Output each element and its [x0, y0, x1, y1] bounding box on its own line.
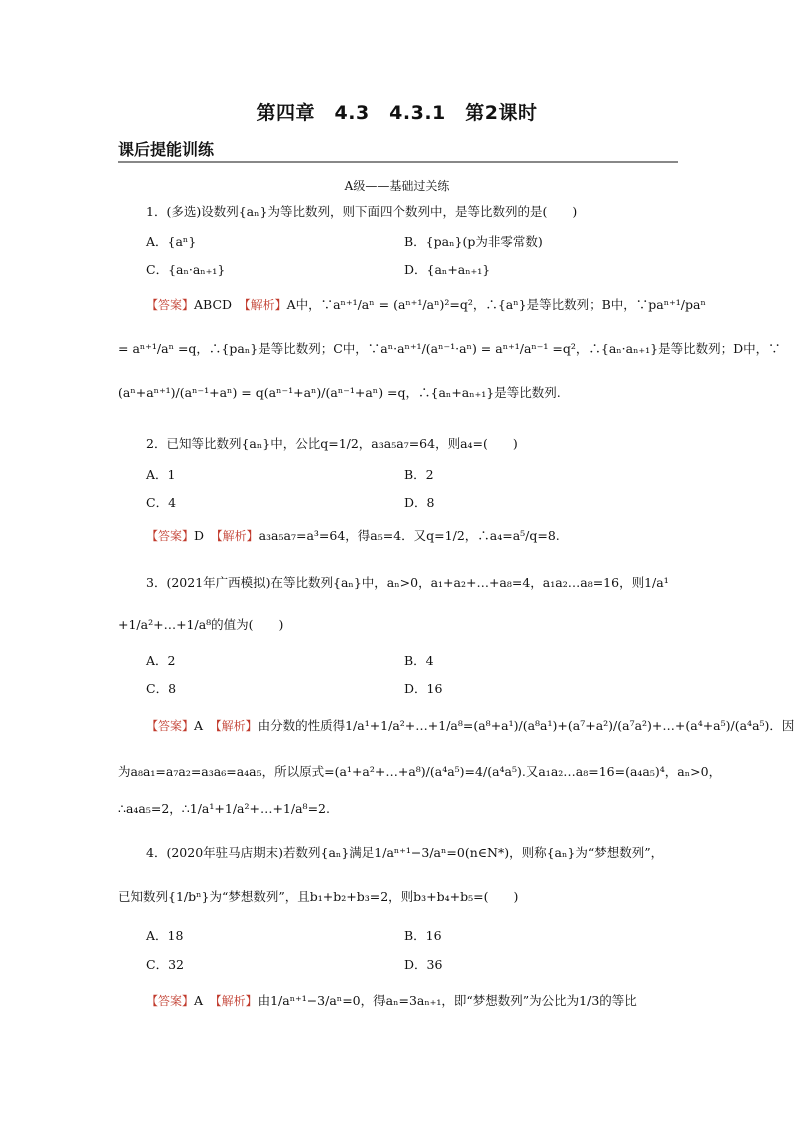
page-title: 第四章 4.3 4.3.1 第2课时	[256, 102, 538, 124]
q4-stem-2: 已知数列{1/bⁿ}为“梦想数列”，且b₁+b₂+b₃=2，则b₃+b₄+b₅=( )	[118, 889, 519, 904]
q2-stem: 2．已知等比数列{aₙ}中，公比q=1/2，a₃a₅a₇=64，则a₄=( )	[146, 436, 518, 451]
q3-option-a: A．2	[146, 653, 176, 668]
q4-option-b: B．16	[404, 928, 442, 943]
answer-tag: 【答案】	[146, 719, 195, 733]
q4-option-d: D．36	[404, 957, 443, 972]
answer-tag: 【答案】	[146, 529, 195, 543]
q1-option-c: C．{aₙ·aₙ₊₁}	[146, 262, 226, 277]
q4-stem-1: 4．(2020年驻马店期末)若数列{aₙ}满足1/aⁿ⁺¹−3/aⁿ=0(n∈N*)，则称{aₙ}为“梦想数列”，	[146, 845, 664, 860]
q1-option-a: A．{aⁿ}	[146, 234, 197, 249]
answer-tag: 【答案】	[146, 994, 195, 1008]
analysis-tag: 【解析】	[215, 719, 258, 733]
q3-analysis-1: 由分数的性质得1/a¹+1/a²+…+1/a⁸=(a⁸+a¹)/(a⁸a¹)+(a⁷+a²)/(a⁷a²)+…+(a⁴+a⁵)/(a⁴a⁵)．因	[257, 718, 794, 733]
q4-answer-line	[146, 992, 637, 1010]
analysis-tag: 【解析】	[244, 298, 287, 312]
q3-answer: A	[194, 718, 204, 733]
q3-analysis-3: ∴a₄a₅=2，∴1/a¹+1/a²+…+1/a⁸=2.	[118, 801, 330, 816]
q1-stem: 1．(多选)设数列{aₙ}为等比数列，则下面四个数列中，是等比数列的是( )	[146, 204, 578, 219]
answer-tag: 【答案】	[146, 298, 195, 312]
analysis-tag: 【解析】	[215, 994, 258, 1008]
q4-answer: A	[194, 993, 204, 1008]
q4-analysis: 由1/aⁿ⁺¹−3/aⁿ=0，得aₙ=3aₙ₊₁，即“梦想数列”为公比为1/3的等比	[257, 993, 637, 1008]
q2-answer-line	[146, 527, 560, 545]
q3-analysis-2: 为a₈a₁=a₇a₂=a₃a₆=a₄a₅，所以原式=(a¹+a²+…+a⁸)/(a⁴a⁵)=4/(a⁴a⁵).又a₁a₂…a₈=16=(a₄a₅)⁴，aₙ>0，	[118, 764, 722, 779]
q1-option-d: D．{aₙ+aₙ₊₁}	[404, 262, 491, 277]
q1-analysis-3: (aⁿ+aⁿ⁺¹)/(aⁿ⁻¹+aⁿ) = q(aⁿ⁻¹+aⁿ)/(aⁿ⁻¹+aⁿ) =q，∴{aₙ+aₙ₊₁}是等比数列.	[118, 385, 561, 400]
q4-option-c: C．32	[146, 957, 184, 972]
q4-option-a: A．18	[146, 928, 184, 943]
q1-analysis-1: A中，∵aⁿ⁺¹/aⁿ = (aⁿ⁺¹/aⁿ)²=q²，∴{aⁿ}是等比数列；B中，∵paⁿ⁺¹/paⁿ	[286, 297, 706, 312]
q3-stem-2: +1/a²+…+1/a⁸的值为( )	[118, 617, 284, 632]
q2-option-d: D．8	[404, 495, 435, 510]
level-heading: A级——基础过关练	[344, 179, 450, 193]
q3-answer-line	[146, 717, 794, 735]
q3-stem-1: 3．(2021年广西模拟)在等比数列{aₙ}中，aₙ>0，a₁+a₂+…+a₈=4，a₁a₂…a₈=16，则1/a¹	[146, 575, 669, 590]
q2-option-c: C．4	[146, 495, 177, 510]
q3-option-b: B．4	[404, 653, 434, 668]
analysis-tag: 【解析】	[216, 529, 259, 543]
section-heading: 课后提能训练	[118, 137, 678, 163]
q2-option-a: A．1	[146, 467, 176, 482]
q1-answer-line	[146, 296, 706, 314]
q3-option-c: C．8	[146, 681, 177, 696]
q2-option-b: B．2	[404, 467, 434, 482]
q1-answer: ABCD	[194, 297, 233, 312]
q2-analysis: a₃a₅a₇=a³=64，得a₅=4．又q=1/2，∴a₄=a⁵/q=8.	[258, 528, 560, 543]
q1-option-b: B．{paₙ}(p为非零常数)	[404, 234, 543, 249]
q2-answer: D	[194, 528, 205, 543]
q3-option-d: D．16	[404, 681, 443, 696]
q1-analysis-2: = aⁿ⁺¹/aⁿ =q，∴{paₙ}是等比数列；C中，∵aⁿ·aⁿ⁺¹/(aⁿ⁻¹·aⁿ) = aⁿ⁺¹/aⁿ⁻¹ =q²，∴{aₙ·aₙ₊₁}是等比数列；D中，∵	[118, 341, 781, 356]
